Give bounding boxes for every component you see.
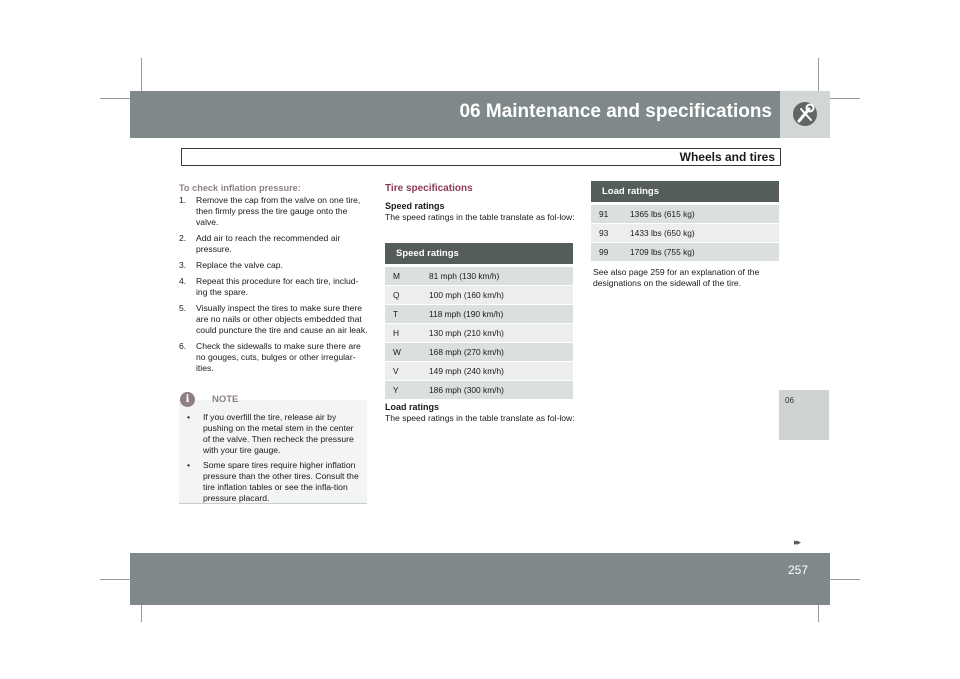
table-row — [591, 205, 779, 223]
load-table-title: Load ratings — [591, 181, 779, 202]
step-text: Check the sidewalls to make sure there are no gouges, cuts, bulges or other irregular-ities. — [196, 341, 361, 373]
page-footer — [130, 553, 830, 605]
rating-code: 99 — [599, 247, 609, 257]
step-number: 4. — [179, 276, 187, 286]
rating-value: 100 mph (160 km/h) — [429, 290, 504, 300]
rating-value: 1365 lbs (615 kg) — [630, 209, 695, 219]
load-ratings-intro: The speed ratings in the table translate as fol-low: — [385, 413, 575, 423]
chapter-side-tab — [779, 390, 829, 440]
inflation-steps — [179, 195, 369, 379]
step-item — [179, 341, 369, 374]
step-item — [179, 276, 369, 298]
rating-code: W — [393, 347, 401, 357]
step-item — [179, 303, 369, 336]
chapter-title: 06 Maintenance and specifications — [459, 101, 772, 122]
chapter-icon-box — [780, 91, 830, 138]
note-item — [187, 412, 363, 456]
rating-code: H — [393, 328, 400, 338]
load-ratings-table — [591, 181, 779, 261]
rating-value: 168 mph (270 km/h) — [429, 347, 504, 357]
continue-arrows-icon: ▸▸ — [794, 537, 800, 547]
rating-code: 91 — [599, 209, 609, 219]
table-row — [385, 362, 573, 380]
table-row — [591, 224, 779, 242]
note-box — [179, 394, 367, 504]
speed-ratings-table — [385, 243, 573, 399]
rating-value: 118 mph (190 km/h) — [429, 309, 504, 319]
section-bar — [181, 148, 781, 166]
table-row — [385, 286, 573, 304]
table-row — [385, 381, 573, 399]
page-number: 257 — [787, 563, 808, 577]
table-row — [385, 305, 573, 323]
step-text: Replace the valve cap. — [196, 260, 283, 270]
bullet-icon: • — [187, 412, 191, 422]
step-number: 5. — [179, 303, 187, 313]
speed-ratings-heading: Speed ratings — [385, 201, 445, 211]
rating-code: 93 — [599, 228, 609, 238]
section-title: Wheels and tires — [679, 150, 775, 164]
step-text: Repeat this procedure for each tire, includ-ing the spare. — [196, 276, 359, 297]
step-number: 3. — [179, 260, 187, 270]
chapter-header — [130, 91, 830, 138]
rating-value: 1709 lbs (755 kg) — [630, 247, 695, 257]
rating-value: 130 mph (210 km/h) — [429, 328, 504, 338]
rating-code: V — [393, 366, 399, 376]
rating-code: Q — [393, 290, 400, 300]
step-text: Remove the cap from the valve on one tire, then firmly press the tire gauge onto the valve. — [196, 195, 361, 227]
info-icon: i — [180, 392, 195, 407]
note-text: If you overfill the tire, release air by pushing on the metal stem in the center of the valve. Then recheck the pressure with your tire gauge. — [203, 412, 354, 455]
tire-specs-heading: Tire specifications — [385, 183, 473, 194]
step-number: 6. — [179, 341, 187, 351]
step-text: Add air to reach the recommended air pressure. — [196, 233, 341, 254]
step-number: 2. — [179, 233, 187, 243]
rating-value: 149 mph (240 km/h) — [429, 366, 504, 376]
step-text: Visually inspect the tires to make sure there are no nails or other objects embedded that could puncture the tire and cause an air leak. — [196, 303, 368, 335]
table-row — [385, 267, 573, 285]
note-list — [187, 412, 363, 508]
rating-value: 186 mph (300 km/h) — [429, 385, 504, 395]
rating-value: 1433 lbs (650 kg) — [630, 228, 695, 238]
wrench-icon — [780, 91, 830, 138]
see-also-text: See also page 259 for an explanation of the designations on the sidewall of the tire. — [593, 267, 760, 288]
inflation-heading: To check inflation pressure: — [179, 183, 301, 193]
step-item — [179, 195, 369, 228]
table-row — [385, 324, 573, 342]
step-item — [179, 233, 369, 255]
note-title: NOTE — [212, 394, 239, 405]
note-item — [187, 460, 363, 504]
rating-code: Y — [393, 385, 399, 395]
rating-value: 81 mph (130 km/h) — [429, 271, 500, 281]
step-number: 1. — [179, 195, 187, 205]
note-text: Some spare tires require higher inflation pressure than the other tires. Consult the tire inflation tables or see the infla-tion pressure placard. — [203, 460, 359, 503]
rating-code: M — [393, 271, 400, 281]
bullet-icon: • — [187, 460, 191, 470]
side-tab-label: 06 — [785, 396, 794, 405]
load-ratings-heading: Load ratings — [385, 402, 440, 412]
table-row — [591, 243, 779, 261]
step-item — [179, 260, 369, 271]
table-row — [385, 343, 573, 361]
speed-table-title: Speed ratings — [385, 243, 573, 264]
speed-ratings-intro: The speed ratings in the table translate as fol-low: — [385, 212, 575, 222]
rating-code: T — [393, 309, 399, 319]
